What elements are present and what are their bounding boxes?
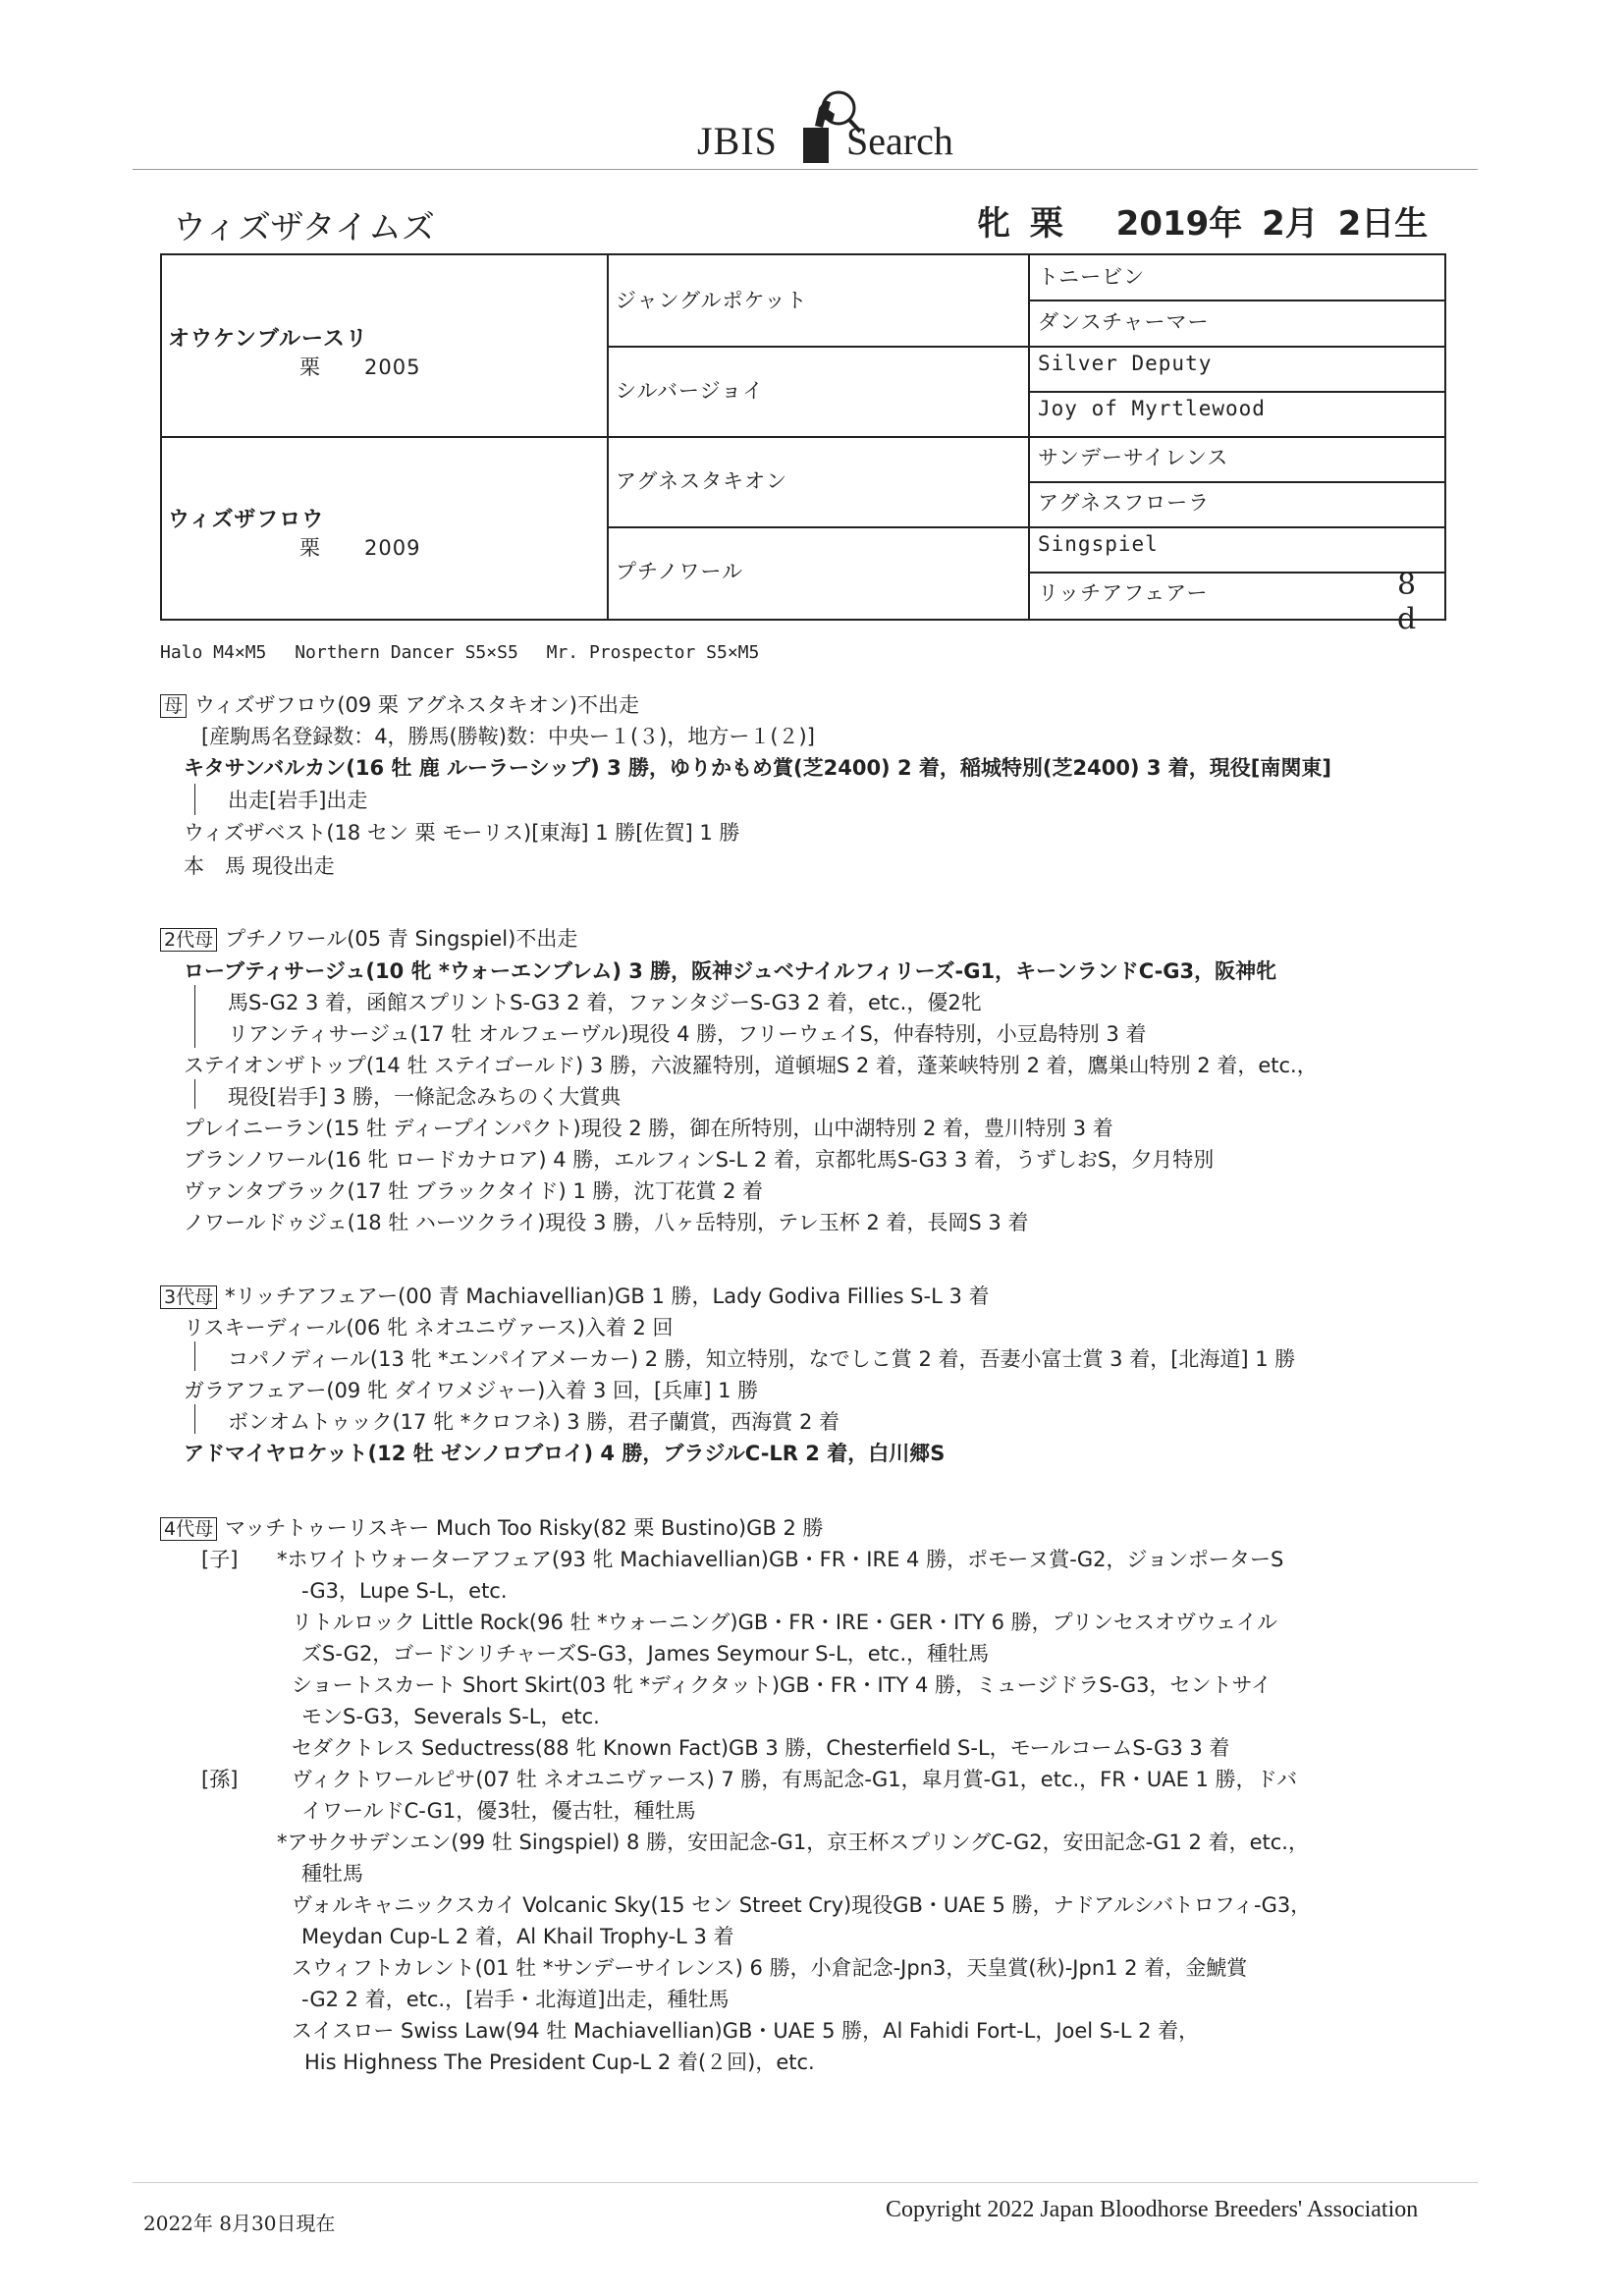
pedigree-g2-2: シルバージョイ <box>616 379 765 403</box>
inbreeding-cross: Halo M4×M5 Northern Dancer S5×S5 Mr. Prospector S5×M5 <box>160 642 760 663</box>
g2-offspring-4: ブランノワール(16 牝 ロードカナロア) 4 勝，エルフィンS-L 2 着，京都牝馬S-G3 3 着，うずしおS，夕月特別 <box>184 1148 1215 1172</box>
pedigree-g2-4: プチノワール <box>616 560 744 583</box>
footer-divider <box>133 2182 1478 2183</box>
logo-text-jbis: JBIS <box>697 119 778 163</box>
g4-grandchild-5: スイスロー Swiss Law(94 牡 Machiavellian)GB・UAE 5 勝，Al Fahidi Fort-L，Joel S-L 2 着， <box>292 2019 1200 2043</box>
g4-grandchild-5-cont: His Highness The President Cup-L 2 着(２回)，etc. <box>304 2050 815 2074</box>
g2-section-header: 2代母 プチノワール(05 青 Singspiel)不出走 <box>160 923 577 953</box>
g3-grandoffspring-1: コパノディール(13 牝 *エンパイアメーカー) 2 勝，知立特別，なでしこ賞 2 着，吾妻小富士賞 3 着，[北海道] 1 勝 <box>228 1347 1296 1371</box>
g4-child-1: *ホワイトウォーターアフェア(93 牝 Machiavellian)GB・FR・IRE 4 勝，ポモーヌ賞-G2，ジョンポーターS <box>277 1548 1284 1571</box>
g3-offspring-1: リスキーディール(06 牝 ネオユニヴァース)入着 2 回 <box>184 1316 674 1339</box>
g3-section-header: 3代母 *リッチアフェアー(00 青 Machiavellian)GB 1 勝，Lady Godiva Fillies S-L 3 着 <box>160 1281 990 1310</box>
dam-produce-record: [産駒馬名登録数：4，勝馬(勝鞍)数：中央ー１(３)，地方ー１(２)] <box>201 725 815 748</box>
pedigree-g3-4: Joy of Myrtlewood <box>1038 397 1266 420</box>
dam-section-header <box>160 689 639 719</box>
family-number: 8 d <box>1397 568 1418 636</box>
sire-name: オウケンブルースリ <box>168 327 368 352</box>
g4-child-1-cont: -G3，Lupe S-L，etc. <box>301 1579 508 1603</box>
logo-text-search: Search <box>846 119 953 163</box>
g2-offspring-1-cont: 馬S-G2 3 着，函館スプリントS-G3 2 着，ファンタジーS-G3 2 着，etc.，優2牝 <box>228 991 982 1014</box>
g2-grandoffspring-1: リアンティサージュ(17 牡 オルフェーヴル)現役 4 勝，フリーウェイS，仲春特別，小豆島特別 3 着 <box>228 1022 1147 1046</box>
g2-offspring-5: ヴァンタブラック(17 牡 ブラックタイド) 1 勝，沈丁花賞 2 着 <box>184 1179 764 1203</box>
g2-offspring-6: ノワールドゥジェ(18 牡 ハーツクライ)現役 3 勝，八ヶ岳特別，テレ玉杯 2 着，長岡S 3 着 <box>184 1211 1029 1234</box>
g4-grandchildren-label: [孫] <box>201 1768 239 1791</box>
offspring-connector <box>194 1404 195 1434</box>
g4-child-2: リトルロック Little Rock(96 牡 *ウォーニング)GB・FR・IRE・GER・ITY 6 勝，プリンセスオヴウェイル <box>292 1611 1278 1634</box>
g4-grandchild-2: *アサクサデンエン(99 牡 Singspiel) 8 勝，安田記念-G1，京王杯スプリングC-G2，安田記念-G1 2 着，etc.， <box>277 1831 1309 1854</box>
g4-grandchild-4-cont: -G2 2 着，etc.，[岩手・北海道]出走，種牡馬 <box>301 1988 730 2011</box>
dam-offspring-1: キタサンバルカン(16 牡 鹿 ルーラーシップ) 3 勝，ゆりかもめ賞(芝2400) 2 着，稲城特別(芝2400) 3 着，現役[南関東] <box>184 756 1331 780</box>
offspring-connector <box>194 1079 195 1109</box>
dam-detail: 栗 2009 <box>299 536 421 560</box>
offspring-connector <box>194 784 195 815</box>
g4-grandchild-4: スウィフトカレント(01 牡 *サンデーサイレンス) 6 勝，小倉記念-Jpn3，天皇賞(秋)-Jpn1 2 着，金鯱賞 <box>292 1956 1248 1980</box>
g3-offspring-2: ガラアフェアー(09 牝 ダイワメジャー)入着 3 回，[兵庫] 1 勝 <box>184 1379 759 1402</box>
pedigree-g2-1: ジャングルポケット <box>616 289 808 312</box>
g4-grandchild-3: ヴォルキャニックスカイ Volcanic Sky(15 セン Street Cry)現役GB・UAE 5 勝，ナドアルシバトロフィ-G3， <box>292 1893 1312 1917</box>
g4-grandchild-1: ヴィクトワールピサ(07 牡 ネオユニヴァース) 7 勝，有馬記念-G1，皐月賞-G1，etc.，FR・UAE 1 勝，ドバ <box>292 1768 1298 1791</box>
dam-offspring-1-cont: 出走[岩手]出走 <box>228 789 368 812</box>
offspring-connector <box>194 1341 195 1371</box>
g2-offspring-3: プレイニーラン(15 牡 ディープインパクト)現役 2 勝，御在所特別，山中湖特別 2 着，豊川特別 3 着 <box>184 1117 1113 1140</box>
dam-offspring-2: ウィズザベスト(18 セン 栗 モーリス)[東海] 1 勝[佐賀] 1 勝 <box>184 821 740 845</box>
pedigree-g3-5: サンデーサイレンス <box>1038 446 1229 469</box>
section-tag-dam: 母 <box>160 694 187 718</box>
horse-sex-color-birthdate: 牝 栗 2019年 2月 2日生 <box>977 204 1429 244</box>
horse-name: ウィズザタイムズ <box>173 208 435 247</box>
pedigree-g3-2: ダンスチャーマー <box>1038 310 1210 334</box>
g4-section-header: 4代母 マッチトゥーリスキー Much Too Risky(82 栗 Bustino)GB 2 勝 <box>160 1512 824 1542</box>
footer-copyright: Copyright 2022 Japan Bloodhorse Breeders' Association <box>886 2197 1419 2222</box>
g4-grandchild-1-cont: イワールドC-G1，優3牡，優古牡，種牡馬 <box>301 1799 696 1823</box>
pedigree-g3-7: Singspiel <box>1038 532 1159 556</box>
g3-grandoffspring-2: ボンオムトゥック(17 牝 *クロフネ) 3 勝，君子蘭賞，西海賞 2 着 <box>228 1410 840 1434</box>
header-divider <box>133 169 1478 170</box>
pedigree-g3-6: アグネスフローラ <box>1038 491 1211 515</box>
pedigree-g3-8: リッチアフェアー <box>1038 581 1209 605</box>
g4-child-3: ショートスカート Short Skirt(03 牝 *ディクタット)GB・FR・ITY 4 勝，ミュージドラS-G3，セントサイ <box>292 1673 1272 1697</box>
pedigree-g3-3: Silver Deputy <box>1038 352 1213 375</box>
g4-child-4: セダクトレス Seductress(88 牝 Known Fact)GB 3 勝，Chesterfield S-L，モールコームS-G3 3 着 <box>292 1736 1230 1760</box>
section-tag-3rd-dam: 3代母 <box>160 1285 217 1309</box>
g4-children-label: [子] <box>201 1548 239 1571</box>
pedigree-g3-1: トニービン <box>1038 265 1146 289</box>
g4-grandchild-2-cont: 種牡馬 <box>301 1862 363 1886</box>
jbis-search-logo <box>697 69 952 167</box>
sire-detail: 栗 2005 <box>299 355 421 379</box>
g4-grandchild-3-cont: Meydan Cup-L 2 着，Al Khail Trophy-L 3 着 <box>301 1925 734 1948</box>
pedigree-g2-3: アグネスタキオン <box>616 469 788 493</box>
g4-child-3-cont: モンS-G3，Severals S-L，etc. <box>301 1705 600 1728</box>
pedigree-table <box>160 253 1446 636</box>
g2-offspring-1: ローブティサージュ(10 牝 *ウォーエンブレム) 3 勝，阪神ジュベナイルフィリーズ-G1，キーンランドC-G3，阪神牝 <box>184 959 1277 983</box>
section-tag-2nd-dam: 2代母 <box>160 928 217 952</box>
g2-offspring-2-cont: 現役[岩手] 3 勝，一條記念みちのく大賞典 <box>228 1085 622 1109</box>
section-tag-4th-dam: 4代母 <box>160 1517 217 1541</box>
dam-offspring-self: 本 馬 現役出走 <box>184 854 335 878</box>
g3-offspring-3: アドマイヤロケット(12 牡 ゼンノロブロイ) 4 勝，ブラジルC-LR 2 着，白川郷S <box>184 1442 946 1465</box>
offspring-connector <box>194 985 195 1048</box>
g4-child-2-cont: ズS-G2，ゴードンリチャーズS-G3，James Seymour S-L，etc.，種牡馬 <box>301 1642 990 1666</box>
g2-offspring-2: ステイオンザトップ(14 牡 ステイゴールド) 3 勝，六波羅特別，道頓堀S 2 着，蓬莱峡特別 2 着，鷹巣山特別 2 着，etc.， <box>184 1054 1318 1077</box>
dam-header-text: ウィズザフロウ(09 栗 アグネスタキオン)不出走 <box>194 693 639 717</box>
footer-as-of-date: 2022年 8月30日現在 <box>143 2212 336 2235</box>
dam-name: ウィズザフロウ <box>168 508 325 532</box>
